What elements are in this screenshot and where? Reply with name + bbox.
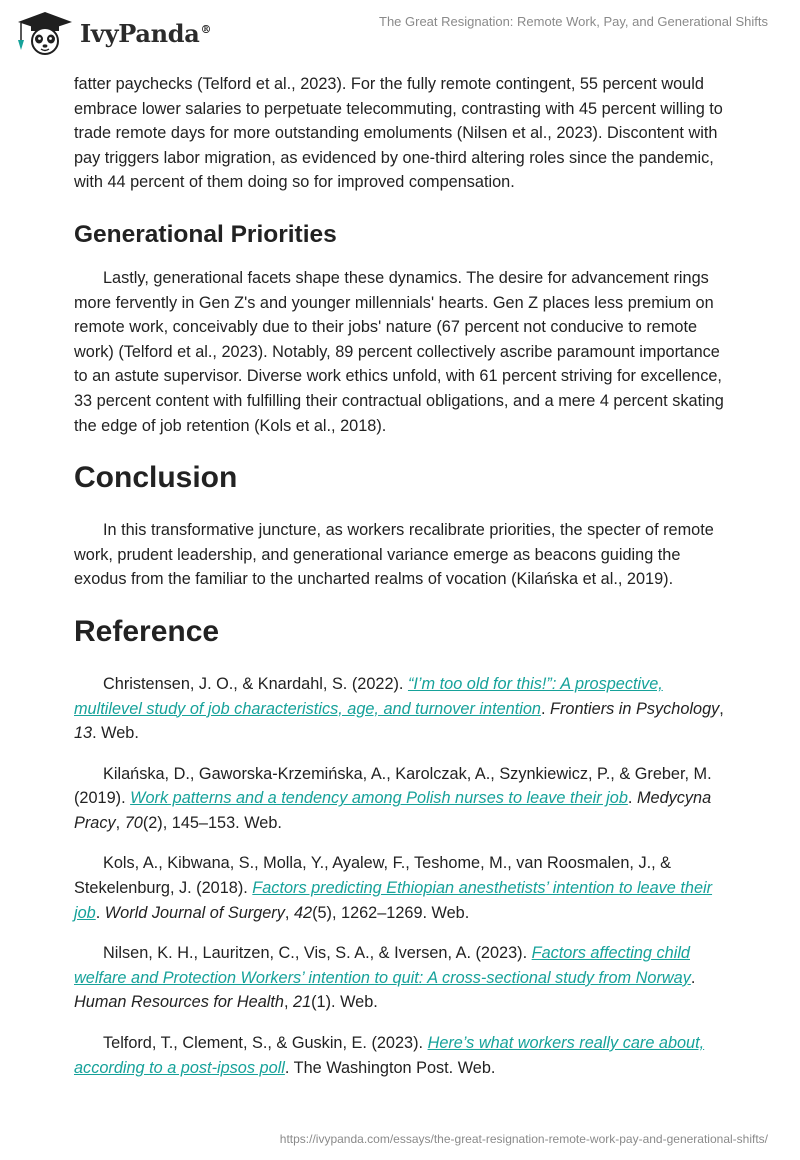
brand-name: IvyPanda®: [80, 18, 212, 48]
document-title: The Great Resignation: Remote Work, Pay, and Generational Shifts: [379, 14, 768, 29]
reference-link[interactable]: Factors predicting Ethiopian anesthetists’ intention to leave their job: [74, 879, 713, 922]
source-url[interactable]: https://ivypanda.com/essays/the-great-resignation-remote-work-pay-and-generational-shifts/: [279, 1132, 768, 1146]
reference-entry: Kilańska, D., Gaworska-Krzemińska, A., Karolczak, A., Szynkiewicz, P., & Greber, M. (2019). Work patterns and a tendency among Polish nurses to leave their job. Medycyna Pracy, 70(2), 145–153. Web.: [74, 764, 712, 832]
intro-paragraph: fatter paychecks (Telford et al., 2023). For the fully remote contingent, 55 percent would embrace lower salaries to perpetuate telecommuting, contrasting with 45 percent willing to trade remote days for more outstanding emoluments (Nilsen et al., 2023). Discontent with pay triggers labor migration, as evidenced by one-third altering roles since the pandemic, with 44 percent of them doing so for improved compensation.: [74, 75, 723, 192]
reference-entry: Nilsen, K. H., Lauritzen, C., Vis, S. A., & Iversen, A. (2023). Factors affecting child welfare and Protection Workers’ intention to quit: A cross-sectional study from Norway. Human Resources for Health, 21(1). Web.: [74, 944, 696, 1012]
reference-entry: Telford, T., Clement, S., & Guskin, E. (2023). Here’s what workers really care about, according to a post-ipsos poll. The Washington Post. Web.: [74, 1034, 705, 1077]
essay-body: [74, 72, 726, 1096]
brand-logo[interactable]: [16, 8, 211, 58]
conclusion-paragraph: In this transformative juncture, as workers recalibrate priorities, the specter of remote work, prudent leadership, and generational variance emerge as beacons guiding the exodus from the familiar to the uncharted realms of vocation (Kilańska et al., 2019).: [74, 521, 714, 589]
reference-link[interactable]: Factors affecting child welfare and Protection Workers’ intention to quit: A cross-sectional study from Norway: [74, 944, 691, 987]
page-header: [0, 0, 800, 70]
generational-paragraph: Lastly, generational facets shape these dynamics. The desire for advancement rings more fervently in Gen Z's and younger millennials' hearts. Gen Z places less premium on remote work, conceivably due to their jobs' nature (67 percent not conducive to remote work) (Telford et al., 2023). Notably, 89 percent collectively ascribe paramount importance to an astute supervisor. Diverse work ethics unfold, with 61 percent striving for excellence, 33 percent content with fulfilling their contractual obligations, and a mere 4 percent skating the edge of job retention (Kols et al., 2018).: [74, 268, 724, 435]
reference-link[interactable]: “I’m too old for this!”: A prospective, multilevel study of job characteristics, age, and turnover intention: [74, 674, 663, 718]
reference-link[interactable]: Here’s what workers really care about, according to a post-ipsos poll: [74, 1034, 705, 1077]
section-heading-conclusion: Conclusion: [74, 461, 238, 495]
section-heading-generational: Generational Priorities: [74, 220, 337, 248]
panda-graduate-icon: [16, 10, 74, 56]
reference-link[interactable]: Work patterns and a tendency among Polish nurses to leave their job: [130, 789, 628, 808]
reference-entry: Christensen, J. O., & Knardahl, S. (2022). “I’m too old for this!”: A prospective, multilevel study of job characteristics, age, and turnover intention. Frontiers in Psychology, 13. Web.: [74, 674, 724, 743]
reference-entry: Kols, A., Kibwana, S., Molla, Y., Ayalew, F., Teshome, M., van Roosmalen, J., & Stekelenburg, J. (2018). Factors predicting Ethiopian anesthetists’ intention to leave their job. World Journal of Surgery, 42(5), 1262–1269. Web.: [74, 854, 713, 922]
section-heading-reference: Reference: [74, 614, 220, 648]
